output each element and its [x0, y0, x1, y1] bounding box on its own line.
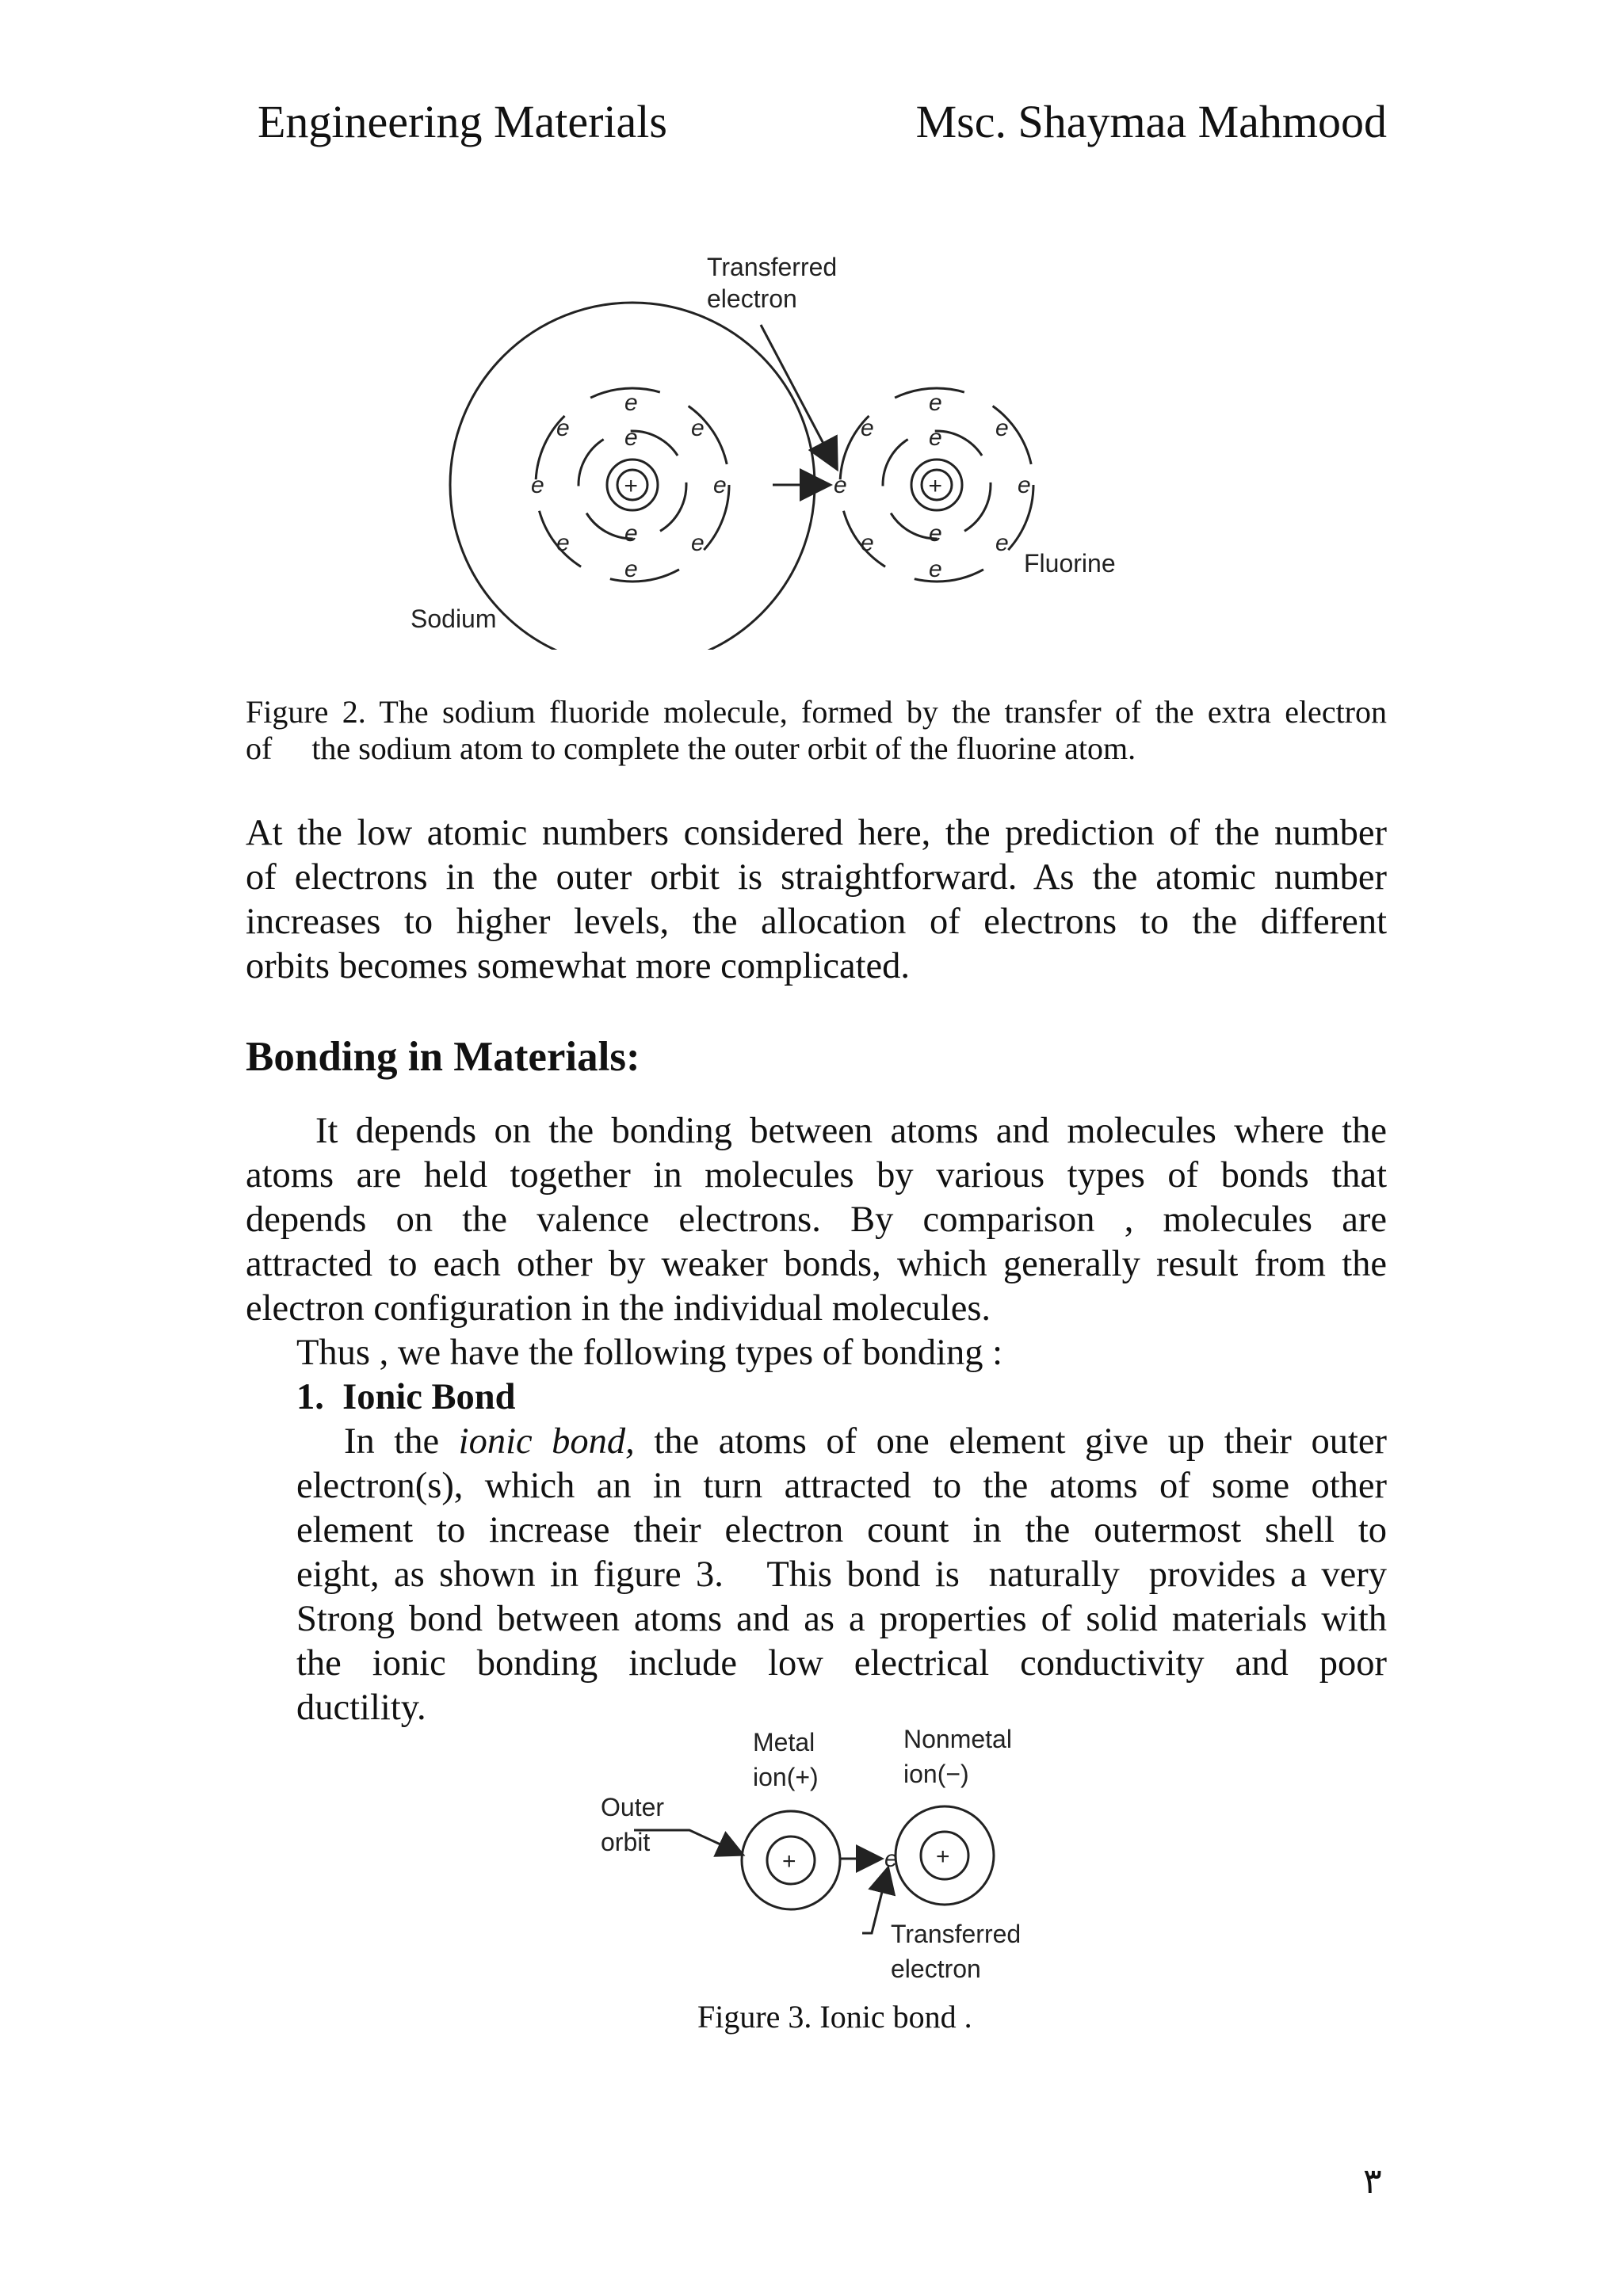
label-sodium: Sodium	[411, 605, 497, 633]
figure-2-sodium-fluoride-diagram	[380, 238, 1173, 650]
electron: e	[624, 521, 638, 547]
label-fluorine: Fluorine	[1024, 549, 1116, 578]
paragraph-line: element to increase their electron count in the outermost shell to	[296, 1510, 1387, 1550]
electron: e	[929, 390, 942, 416]
paragraph-line: electron(s), which an in turn attracted to the atoms of some other	[296, 1466, 1387, 1506]
label-orbit: orbit	[601, 1828, 651, 1856]
label-outer: Outer	[601, 1793, 665, 1821]
electron: e	[929, 521, 942, 547]
figure-3-ionic-bond-diagram	[586, 1719, 1062, 2004]
figure-2-caption	[246, 694, 1387, 767]
electron: e	[531, 472, 544, 498]
electron: e	[624, 425, 638, 451]
sodium-atom	[450, 303, 815, 650]
paragraph-line: It depends on the bonding between atoms and molecules where the	[315, 1111, 1387, 1151]
nonmetal-nucleus: +	[936, 1844, 950, 1870]
fluorine-atom	[834, 388, 1033, 582]
section-heading-bonding: Bonding in Materials:	[246, 1034, 640, 1080]
paragraph-line: depends on the valence electrons. By comparison , molecules are	[246, 1199, 1387, 1240]
electron: e	[691, 415, 705, 441]
sodium-nucleus: +	[624, 473, 638, 499]
label-transferred: Transferred	[707, 253, 838, 281]
transferred-electron: e	[884, 1846, 898, 1872]
transferred-electron: e	[834, 472, 847, 498]
paragraph-line: eight, as shown in figure 3. This bond is naturally provides a very	[296, 1554, 1387, 1595]
paragraph-line: ductility.	[296, 1688, 426, 1728]
paragraph-line: the ionic bonding include low electrical conductivity and poor	[296, 1643, 1387, 1684]
label-metal: Metal	[753, 1728, 815, 1756]
label-nonmetal: Nonmetal	[903, 1725, 1012, 1753]
electron: e	[995, 415, 1009, 441]
electron: e	[556, 530, 570, 556]
metal-ion	[742, 1811, 840, 1909]
electron: e	[556, 415, 570, 441]
electron: e	[691, 530, 705, 556]
text-run: the atoms of one element give up their outer	[634, 1421, 1388, 1462]
label-metal-ion: ion(+)	[753, 1763, 819, 1791]
electron: e	[624, 556, 638, 582]
paragraph-line: attracted to each other by weaker bonds, which generally result from the	[246, 1244, 1387, 1284]
fluorine-nucleus: +	[928, 473, 942, 499]
figure-3-caption: Figure 3. Ionic bond .	[697, 1999, 972, 2035]
metal-nucleus: +	[782, 1848, 796, 1875]
paragraph-line: Strong bond between atoms and as a properties of solid materials with	[296, 1599, 1387, 1639]
electron: e	[929, 556, 942, 582]
label-electron: electron	[891, 1955, 981, 1983]
paragraph-line: atoms are held together in molecules by various types of bonds that	[246, 1155, 1387, 1196]
electron: e	[1018, 472, 1031, 498]
text-run: In the	[344, 1421, 459, 1462]
label-electron: electron	[707, 284, 797, 313]
electron: e	[861, 415, 874, 441]
caption-line: Figure 2. The sodium fluoride molecule, formed by the transfer of the extra electron	[246, 694, 1387, 730]
paragraph-line: orbits becomes somewhat more complicated.	[246, 946, 911, 986]
paragraph-line: increases to higher levels, the allocation of electrons to the different	[246, 902, 1387, 942]
caption-line: of the sodium atom to complete the outer orbit of the fluorine atom.	[246, 730, 1136, 766]
ionic-bond-section	[296, 1375, 1387, 1730]
ionic-bond-term: ionic bond,	[458, 1421, 635, 1462]
nonmetal-ion	[896, 1806, 994, 1905]
header-author: Msc. Shaymaa Mahmood	[915, 96, 1387, 147]
electron: e	[624, 390, 638, 416]
electron: e	[713, 472, 727, 498]
paragraph-line: of electrons in the outer orbit is straightforward. As the atomic number	[246, 857, 1387, 898]
paragraph-line: At the low atomic numbers considered here, the prediction of the number	[246, 813, 1387, 853]
paragraph-line	[296, 1420, 1387, 1464]
electron: e	[861, 530, 874, 556]
label-nonmetal-ion: ion(−)	[903, 1760, 969, 1788]
electron: e	[995, 530, 1009, 556]
paragraph-line: electron configuration in the individual molecules.	[246, 1288, 991, 1329]
ionic-bond-heading: 1. Ionic Bond	[296, 1377, 516, 1417]
paragraph-line: Thus , we have the following types of bonding :	[296, 1333, 1003, 1373]
bonding-paragraph	[246, 1109, 1387, 1375]
intro-paragraph	[246, 811, 1387, 989]
label-transferred: Transferred	[891, 1920, 1022, 1948]
electron: e	[929, 425, 942, 451]
header-title: Engineering Materials	[258, 96, 667, 147]
page-number: ٣	[1363, 2161, 1382, 2202]
